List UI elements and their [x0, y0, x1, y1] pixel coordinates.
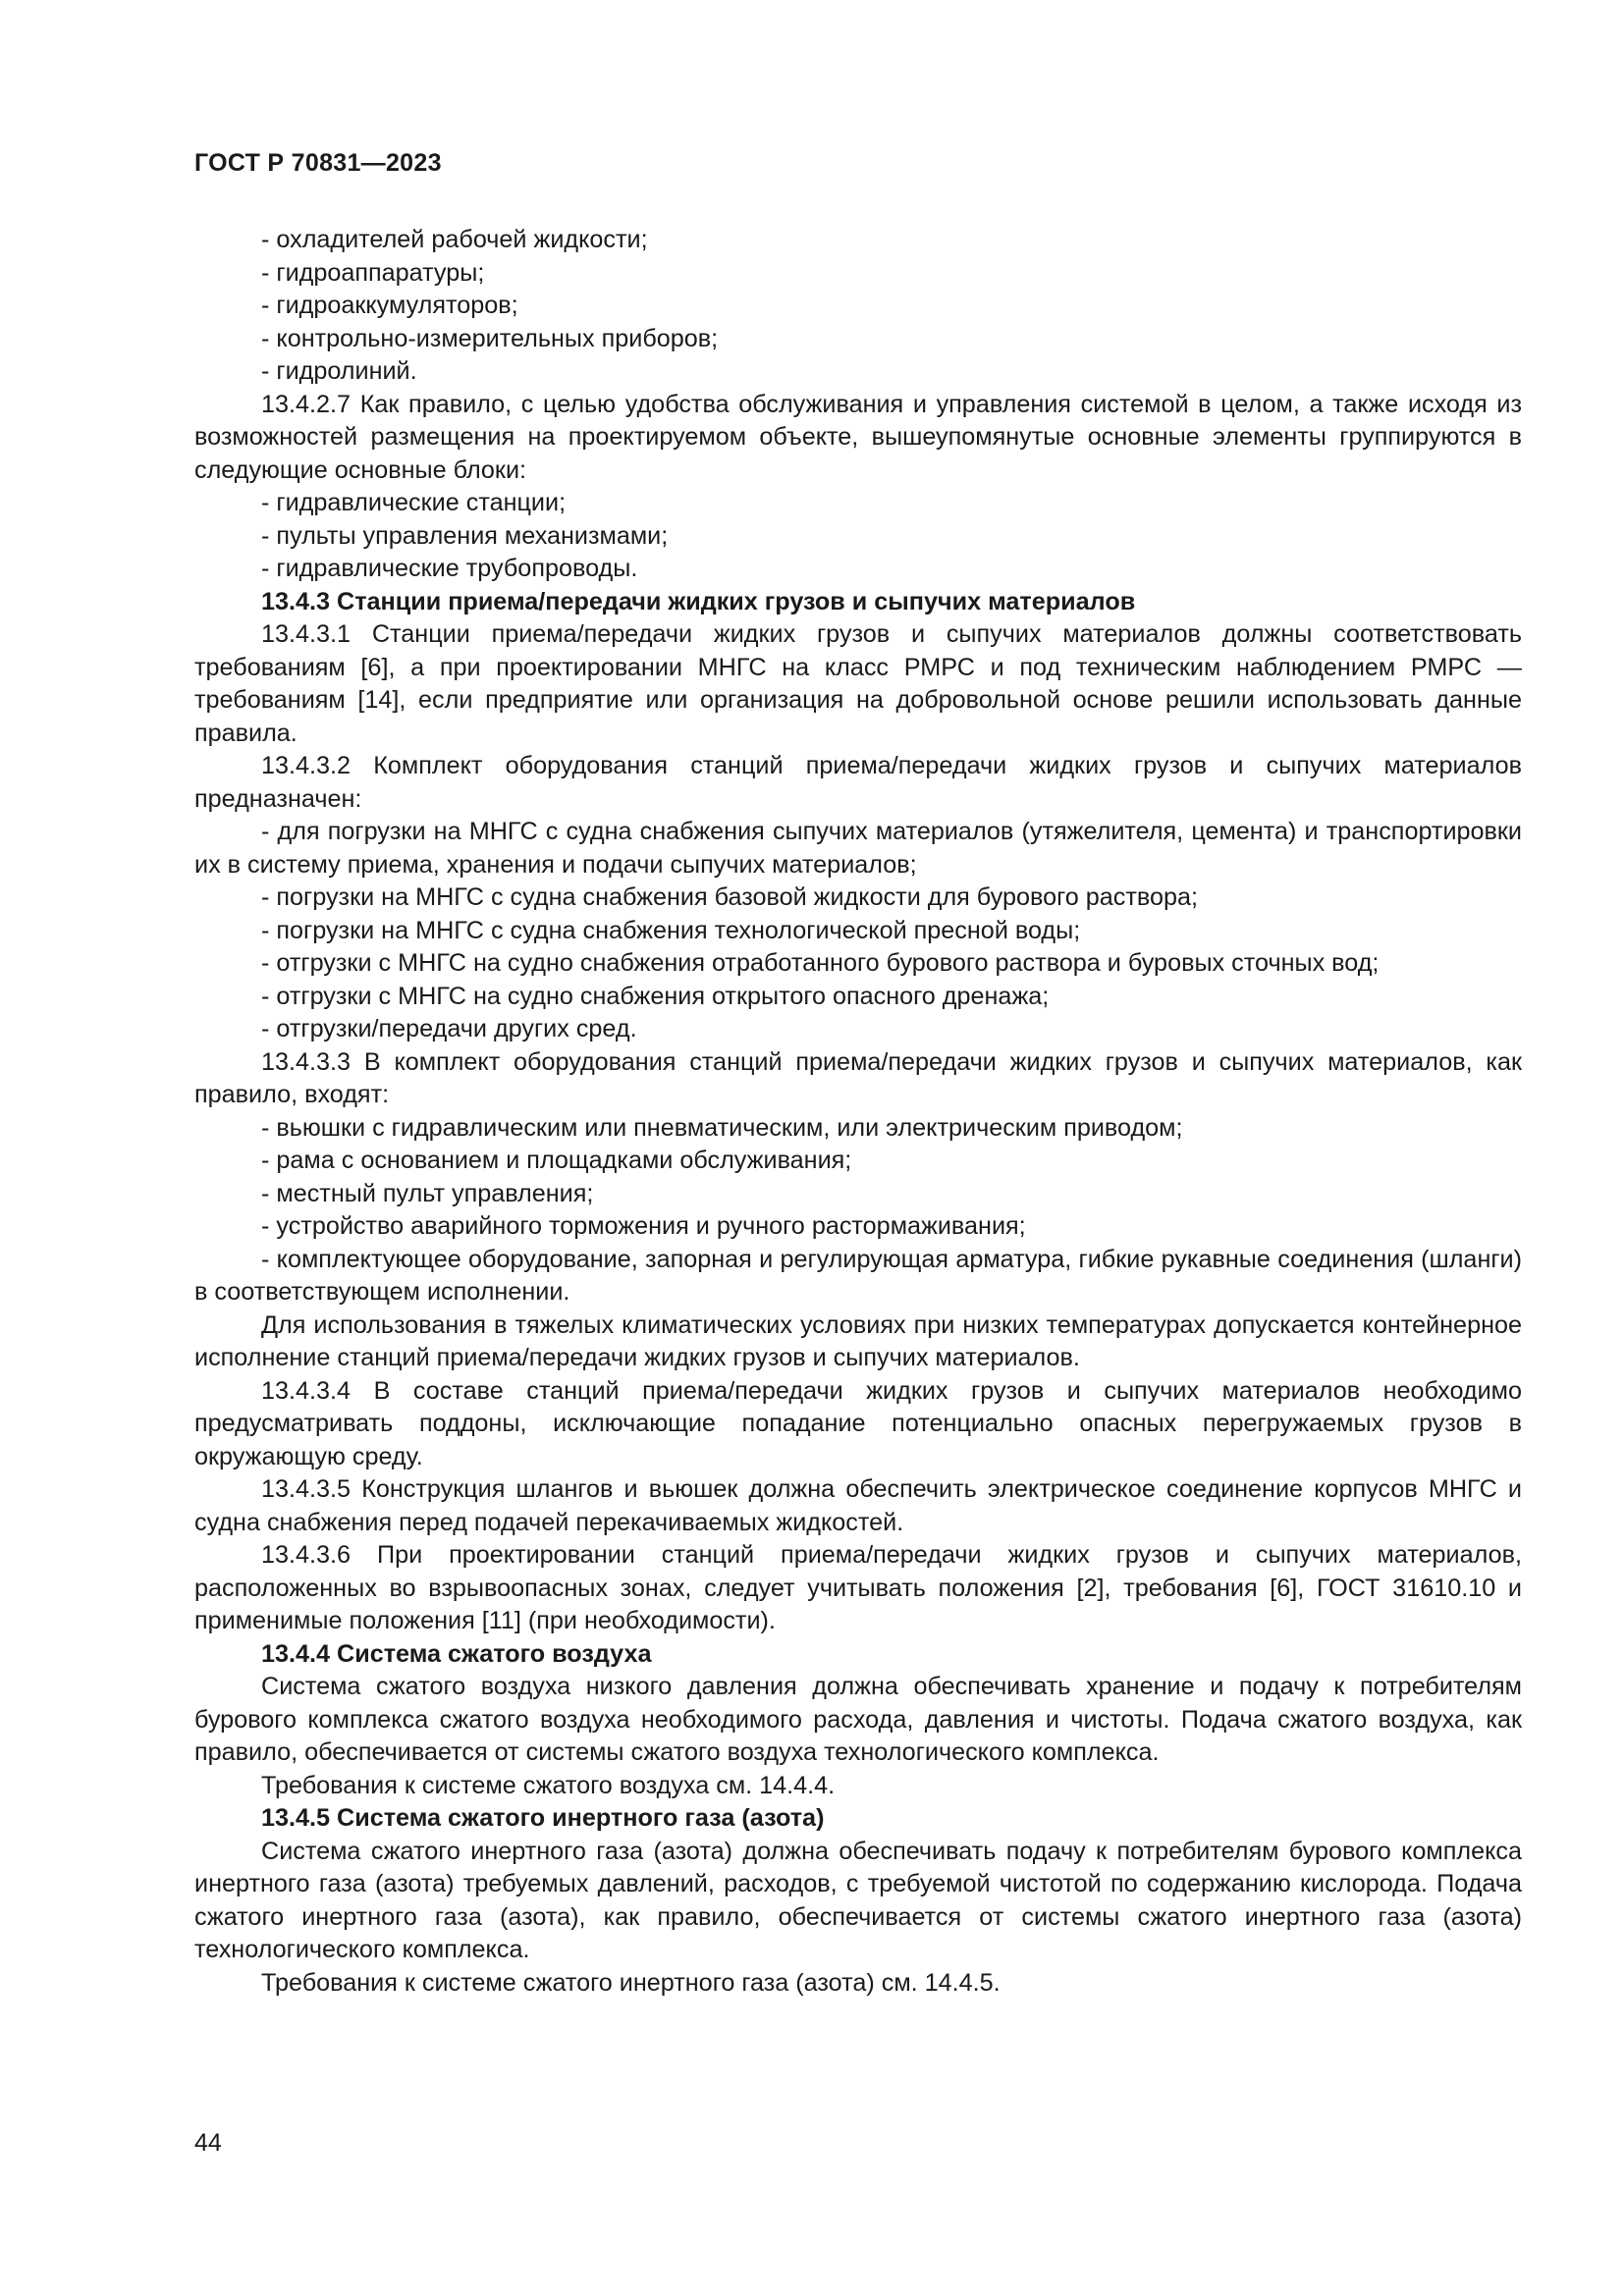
paragraph-air-1: Система сжатого воздуха низкого давления должна обеспечивать хранение и подачу к потребителям бурового комплекса сжатого воздуха необходимого расхода, давления и чистоты. Подача сжатого воздуха, как правило, обеспечивается от системы сжатого воздуха технологического комплекса. — [194, 1673, 1522, 1766]
paragraph-13-4-3-1: 13.4.3.1 Станции приема/передачи жидких грузов и сыпучих материалов должны соответствовать требованиям [6], а при проектировании МНГС на класс РМРС и под техническим наблюдением РМРС — требованиям [14], если предприятие или организация на добровольной основе решили использовать данные правила. — [194, 620, 1522, 747]
list-item: - гидравлические станции; — [261, 489, 567, 516]
document-header: ГОСТ Р 70831—2023 — [194, 149, 442, 177]
paragraph-air-2: Требования к системе сжатого воздуха см. 14.4.4. — [261, 1771, 836, 1799]
list-item: - контрольно-измерительных приборов; — [261, 324, 719, 352]
document-body — [194, 224, 1522, 2000]
paragraph-13-4-3-4: 13.4.3.4 В составе станций приема/передачи жидких грузов и сыпучих материалов необходимо предусматривать поддоны, исключающие попадание потенциально опасных перегружаемых грузов в окружающую среду. — [194, 1376, 1522, 1470]
paragraph-13-4-3-2: 13.4.3.2 Комплект оборудования станций приема/передачи жидких грузов и сыпучих материалов предназначен: — [194, 752, 1522, 813]
list-item: - погрузки на МНГС с судна снабжения технологической пресной воды; — [261, 916, 1081, 944]
list-item: - вьюшки с гидравлическим или пневматическим, или электрическим приводом; — [261, 1113, 1183, 1142]
paragraph-13-4-3-6: 13.4.3.6 При проектировании станций приема/передачи жидких грузов и сыпучих материалов, расположенных во взрывоопасных зонах, следует учитывать положения [2], требования [6], ГОСТ 31610.10 и применимые положения [11] (при необходимости). — [194, 1541, 1522, 1634]
list-item: - устройство аварийного торможения и ручного растормаживания; — [261, 1212, 1026, 1240]
list-item: - гидравлические трубопроводы. — [261, 555, 638, 582]
paragraph-13-4-3-5: 13.4.3.5 Конструкция шлангов и вьюшек должна обеспечить электрическое соединение корпусов МНГС и судна снабжения перед подачей перекачиваемых жидкостей. — [194, 1475, 1522, 1536]
paragraph-climate: Для использования в тяжелых климатических условиях при низких температурах допускается контейнерное исполнение станций приема/передачи жидких грузов и сыпучих материалов. — [194, 1310, 1522, 1371]
list-item: - пульты управления механизмами; — [261, 521, 669, 550]
list-item: - отгрузки с МНГС на судно снабжения открытого опасного дренажа; — [261, 982, 1050, 1010]
list-item: - гидроаккумуляторов; — [261, 292, 518, 319]
list-item: - отгрузки/передачи других сред. — [261, 1015, 637, 1042]
paragraph-13-4-3-3: 13.4.3.3 В комплект оборудования станций приема/передачи жидких грузов и сыпучих материалов, как правило, входят: — [194, 1047, 1522, 1108]
paragraph-nitrogen-2: Требования к системе сжатого инертного газа (азота) см. 14.4.5. — [261, 1968, 1001, 1997]
list-item: - гидролиний. — [261, 357, 417, 385]
list-item: - отгрузки с МНГС на судно снабжения отработанного бурового раствора и буровых сточных вод; — [261, 949, 1380, 977]
list-item: - гидроаппаратуры; — [261, 258, 485, 287]
list-item: - местный пульт управления; — [261, 1179, 594, 1207]
section-heading-13-4-5: 13.4.5 Система сжатого инертного газа (азота) — [261, 1804, 825, 1832]
page-number: 44 — [194, 2129, 222, 2157]
list-item: - погрузки на МНГС с судна снабжения базовой жидкости для бурового раствора; — [261, 883, 1199, 911]
list-item: - для погрузки на МНГС с судна снабжения сыпучих материалов (утяжелителя, цемента) и транспортировки их в систему приема, хранения и подачи сыпучих материалов; — [194, 818, 1522, 879]
list-item: - комплектующее оборудование, запорная и регулирующая арматура, гибкие рукавные соединения (шланги) в соответствующем исполнении. — [194, 1245, 1522, 1306]
section-heading-13-4-4: 13.4.4 Система сжатого воздуха — [261, 1639, 652, 1668]
section-heading-13-4-3: 13.4.3 Станции приема/передачи жидких грузов и сыпучих материалов — [261, 587, 1136, 615]
list-item: - рама с основанием и площадками обслуживания; — [261, 1147, 852, 1174]
list-item: - охладителей рабочей жидкости; — [261, 226, 648, 253]
paragraph-nitrogen-1: Система сжатого инертного газа (азота) должна обеспечивать подачу к потребителям бурового комплекса инертного газа (азота) требуемых давлений, расходов, с требуемой чистотой по содержанию кислорода. Подача сжатого инертного газа (азота), как правило, обеспечивается от системы сжатого инертного газа (азота) технологического комплекса. — [194, 1837, 1522, 1963]
paragraph-13-4-2-7: 13.4.2.7 Как правило, с целью удобства обслуживания и управления системой в целом, а также исходя из возможностей размещения на проектируемом объекте, вышеупомянутые основные элементы группируются в следующие основные блоки: — [194, 390, 1522, 484]
